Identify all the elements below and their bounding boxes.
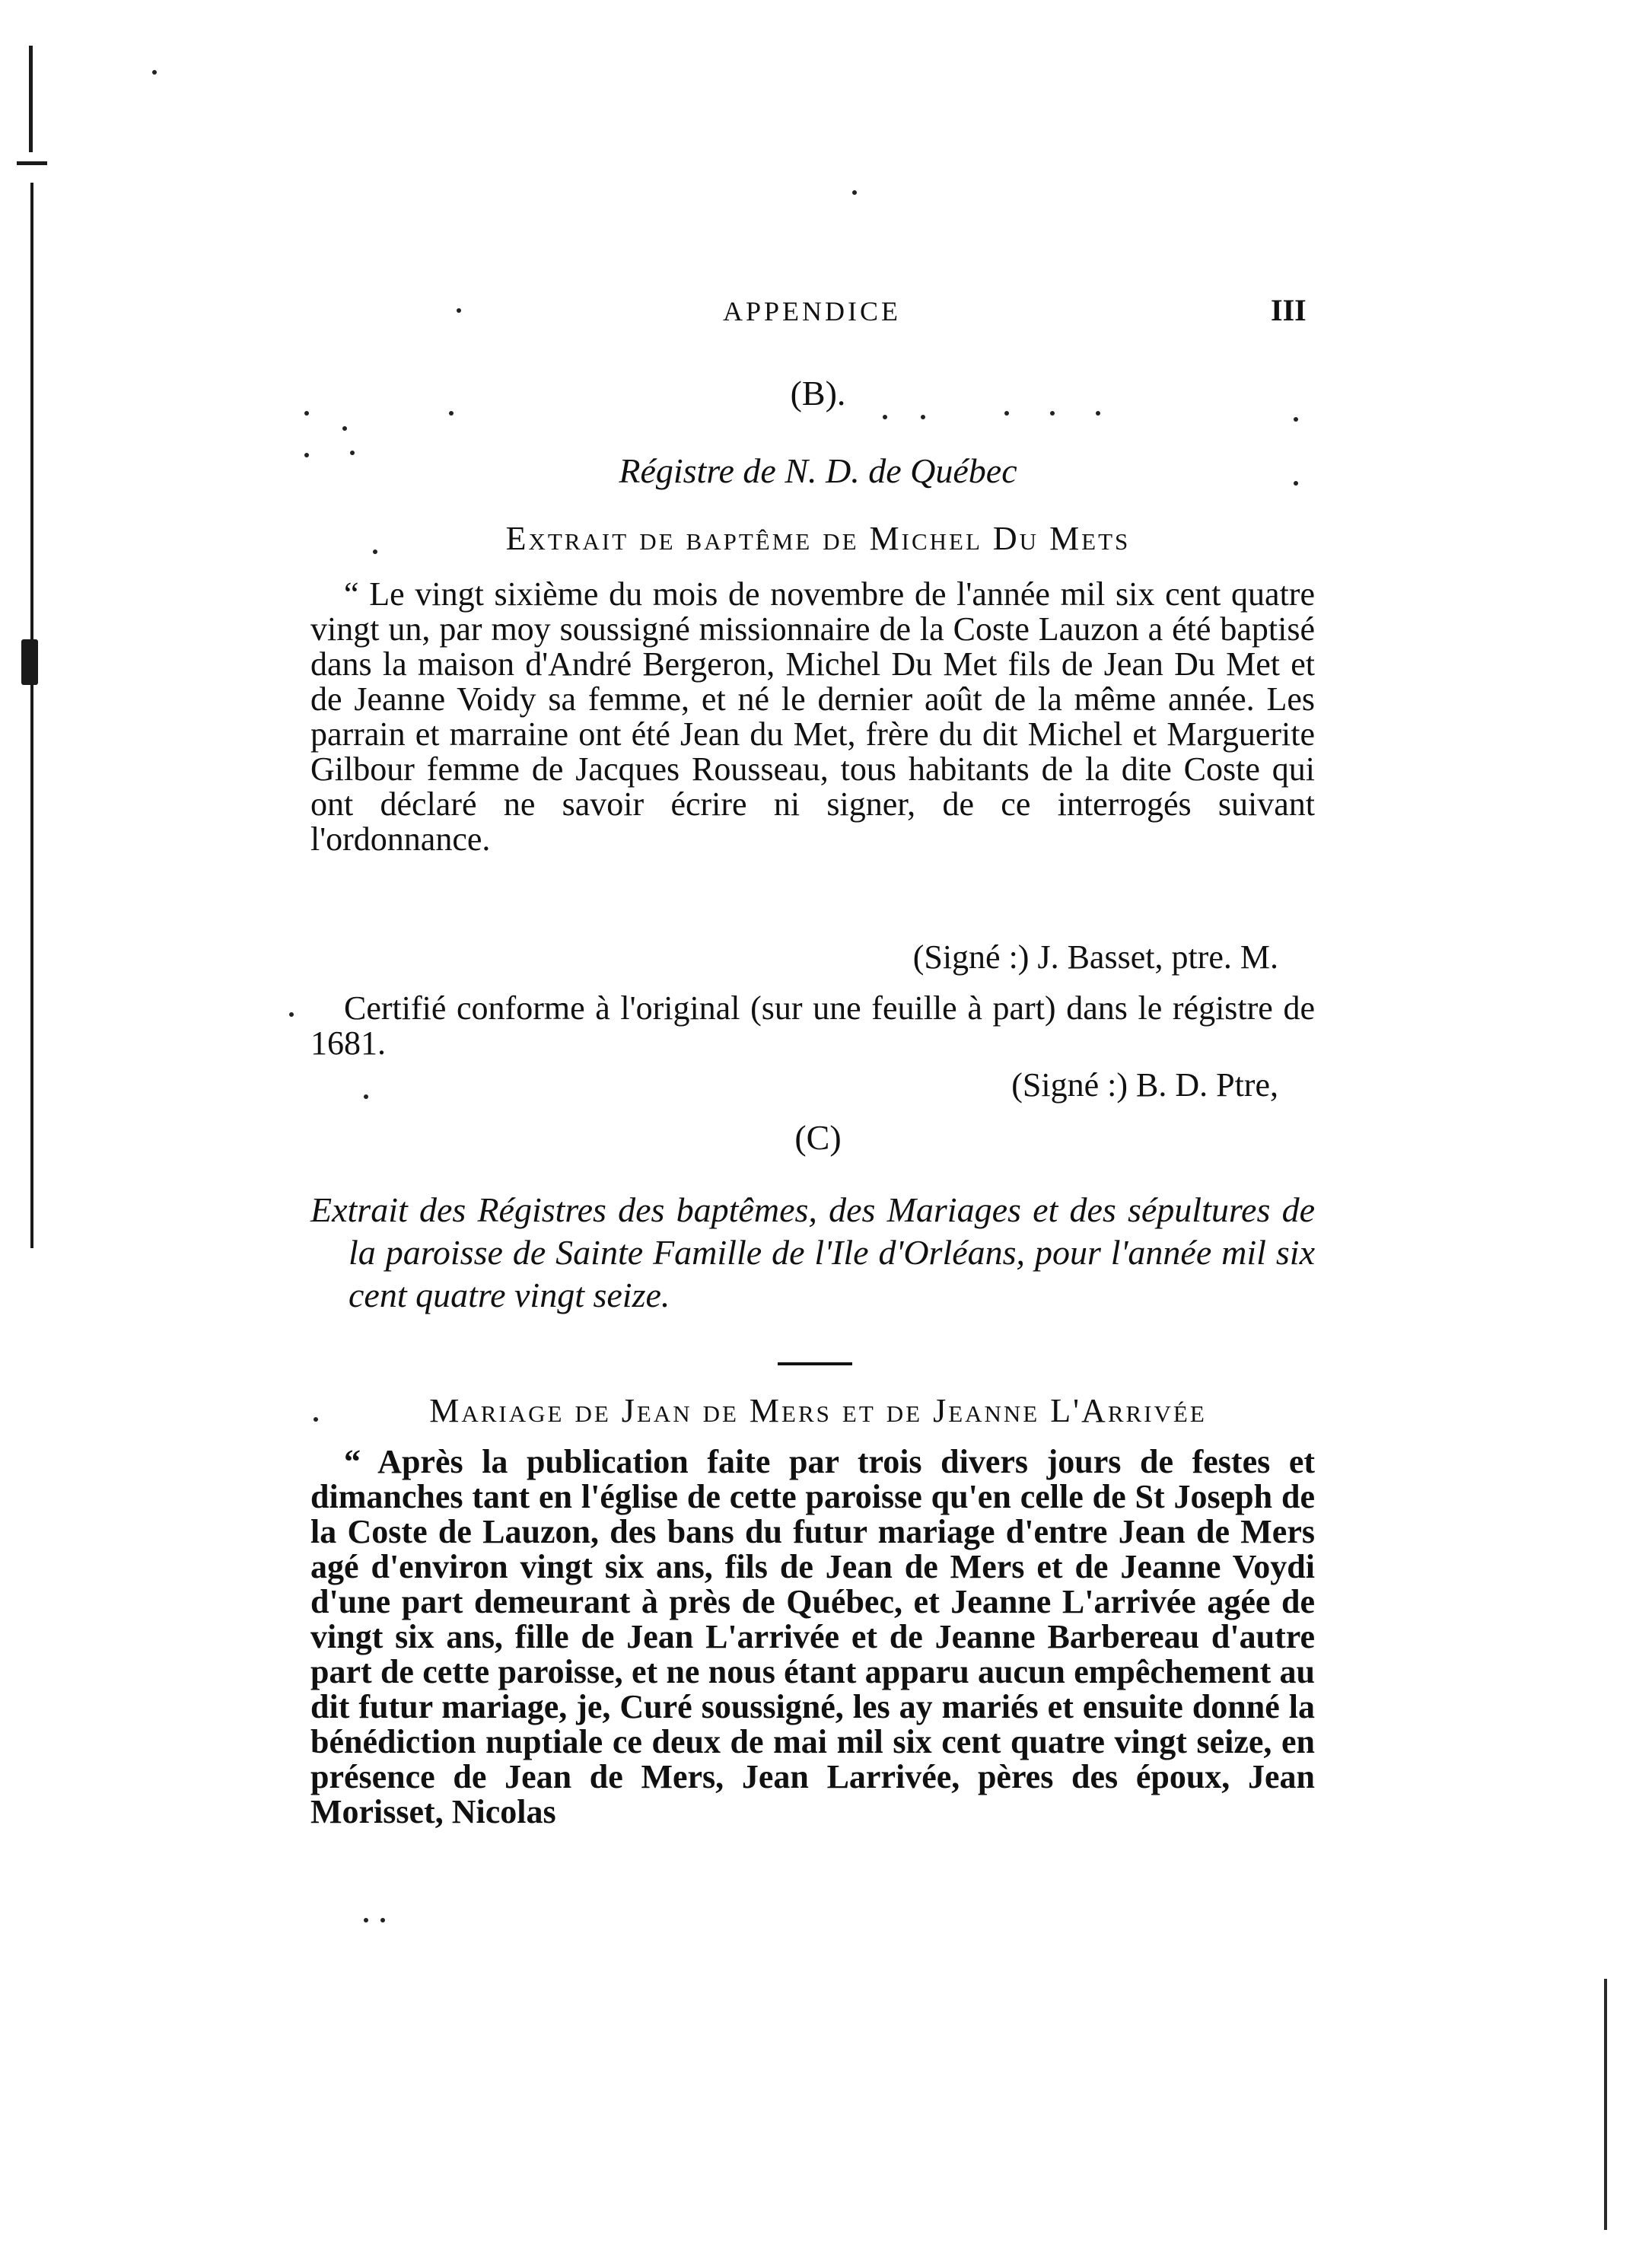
scan-edge-mark bbox=[21, 639, 38, 685]
marriage-heading: Mariage de Jean de Mers et de Jeanne L'Arrivée bbox=[429, 1392, 1207, 1429]
scan-speck bbox=[1294, 417, 1298, 422]
certification-signature: (Signé :) B. D. Ptre, bbox=[1011, 1066, 1278, 1104]
page-number: III bbox=[1271, 293, 1307, 327]
scan-edge-line bbox=[30, 183, 33, 1248]
scan-speck bbox=[883, 415, 887, 419]
marriage-paragraph: “ Après la publication faite par trois divers jours de festes et dimanches tant en l'église de cette paroisse qu'en celle de St Joseph de la Coste de Lauzon, des bans du futur mariage d'entre Jean de Mers agé d'environ vingt six ans, fils de Jean de Mers et de Jeanne Voydi d'une part demeurant à près de Québec, et Jeanne L'arrivée agée de vingt six ans, fille de Jean L'arrivée et de Jeanne Barbereau d'autre part de cette paroisse, et ne nous étant apparu aucun empêchement au dit futur mariage, je, Curé soussigné, les ay mariés et ensuite donné la bénédiction nuptiale ce deux de mai mil six cent quatre vingt seize, en présence de Jean de Mers, Jean Larrivée, pères des époux, Jean Morisset, Nicolas bbox=[310, 1443, 1315, 1830]
baptism-signature: (Signé :) J. Basset, ptre. M. bbox=[912, 938, 1278, 976]
scan-speck bbox=[342, 426, 347, 431]
section-c-title: Extrait des Régistres des baptêmes, des Mariages et des sépultures de la paroisse de Sainte Famille de l'Ile d'Orléans, pour l'année mil six cent quatre vingt seize. bbox=[310, 1190, 1315, 1314]
scan-speck bbox=[152, 70, 157, 75]
section-b-label: (B). bbox=[790, 374, 846, 413]
certification-block bbox=[310, 991, 1315, 1061]
scan-edge-mark bbox=[29, 46, 33, 152]
scan-speck bbox=[289, 1012, 294, 1017]
marriage-record bbox=[310, 1445, 1315, 1830]
section-c-label: (C) bbox=[794, 1118, 842, 1157]
scan-speck bbox=[852, 190, 857, 195]
running-header: APPENDICE bbox=[723, 296, 902, 327]
scan-speck bbox=[921, 415, 925, 419]
scan-edge-mark bbox=[17, 161, 47, 165]
scan-speck bbox=[380, 1918, 385, 1922]
baptism-paragraph: “ Le vingt sixième du mois de novembre de l'année mil six cent quatre vingt un, par moy soussigné missionnaire de la Coste Lauzon a été baptisé dans la maison d'André Bergeron, Michel Du Met fils de Jean Du Met et de Jeanne Voidy sa femme, et né le dernier août de la même année. Les parrain et marraine ont été Jean du Met, frère du dit Michel et Marguerite Gilbour femme de Jacques Rousseau, tous habitants de la dite Coste qui ont déclaré ne savoir écrire ni signer, de ce interrogés suivant l'ordonnance. bbox=[310, 575, 1315, 858]
scan-speck bbox=[364, 1918, 368, 1922]
baptism-record bbox=[310, 577, 1315, 857]
section-b-title: Régistre de N. D. de Québec bbox=[619, 451, 1017, 490]
scan-speck bbox=[364, 1094, 368, 1099]
scan-edge-line bbox=[1604, 1979, 1607, 2230]
certification-text: Certifié conforme à l'original (sur une feuille à part) dans le régistre de 1681. bbox=[310, 989, 1315, 1062]
section-divider bbox=[778, 1362, 852, 1365]
section-c-title-block bbox=[310, 1189, 1315, 1317]
scan-speck bbox=[457, 308, 461, 313]
section-b-subtitle: Extrait de baptême de Michel Du Mets bbox=[505, 520, 1131, 557]
